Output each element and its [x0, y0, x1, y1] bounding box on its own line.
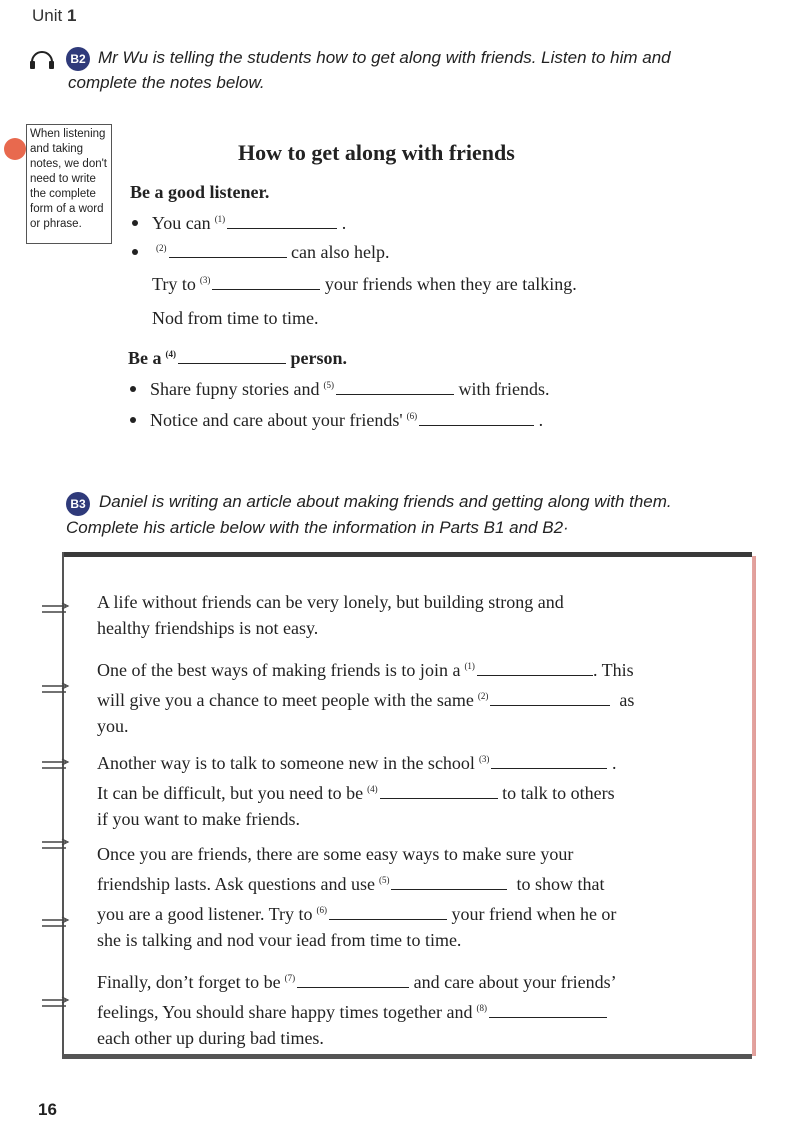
section-b3-badge: B3 [66, 492, 90, 516]
section-b2-badge: B2 [66, 47, 90, 71]
article-blank-5[interactable] [391, 875, 507, 890]
b2-instruction-line2: complete the notes below. [68, 73, 265, 92]
notes-bullet-2: $^{(2)}$ can also help. [132, 242, 389, 263]
notes-bullet-5: Share fupny stories and $^{(5)}$ with friends. [130, 379, 549, 400]
headphones-icon [28, 48, 56, 70]
b3-instruction-line1: Daniel is writing an article about making friends and getting along with them. [99, 492, 672, 511]
tip-box [26, 124, 112, 244]
answer-blank-4[interactable] [178, 349, 286, 364]
article-blank-6[interactable] [329, 905, 447, 920]
answer-blank-3[interactable] [212, 275, 320, 290]
page-number: 16 [38, 1100, 57, 1119]
article-blank-2[interactable] [490, 691, 610, 706]
article-blank-7[interactable] [297, 973, 409, 988]
spiral-ring-icon [40, 838, 70, 852]
article-blank-8[interactable] [489, 1003, 607, 1018]
notes-heading-listener: Be a good listener. [130, 182, 270, 202]
spiral-ring-icon [40, 758, 70, 772]
tip-line: notes, we don't [30, 158, 107, 170]
notes-title: How to get along with friends [238, 140, 515, 165]
notes-bullet-6: Notice and care about your friends' $^{(6)}$ . [130, 410, 543, 431]
article-paragraph-4: Once you are friends, there are some easy ways to make sure your friendship lasts. Ask questions and use $^{(5)}$ to show that you are a good listener. Try to $^{(6)}$ your friend when he or she is talking and nod vour iead from time to time. [97, 844, 617, 950]
article-paragraph-3: Another way is to talk to someone new in the school $^{(3)}$ . It can be difficult, but you need to be $^{(4)}$ to talk to others if you want to make friends. [97, 753, 617, 829]
notebook-spine [62, 552, 64, 1059]
answer-blank-6[interactable] [419, 411, 534, 426]
bullet-icon [132, 220, 138, 226]
article-blank-1[interactable] [477, 661, 593, 676]
unit-label: Unit 1 [32, 6, 77, 25]
tip-line: and taking [30, 143, 84, 155]
article-paragraph-5: Finally, don’t forget to be $^{(7)}$ and care about your friends’ feelings, You should share happy times together and $^{(8)}$ each other up during bad times. [97, 972, 617, 1048]
tip-line: When listening [30, 128, 106, 140]
answer-blank-1[interactable] [227, 214, 337, 229]
answer-blank-5[interactable] [336, 380, 454, 395]
tip-line: or phrase. [30, 218, 82, 230]
article-paragraph-2: One of the best ways of making friends is to join a $^{(1)}$ . This will give you a chance to meet people with the same $^{(2)}$ as you. [97, 660, 635, 736]
notes-line-3: Try to $^{(3)}$ your friends when they are talking. [152, 274, 577, 294]
bullet-icon [130, 386, 136, 392]
spiral-ring-icon [40, 682, 70, 696]
tip-line: form of a word [30, 203, 104, 215]
notes-heading-person: Be a $^{(4)}$ person. [128, 348, 348, 368]
spiral-ring-icon [40, 916, 70, 930]
tip-marker [4, 138, 26, 160]
notes-bullet-1: You can $^{(1)}$ . [132, 213, 346, 234]
b2-instruction-line1: Mr Wu is telling the students how to get along with friends. Listen to him and [98, 48, 671, 67]
bullet-icon [130, 417, 136, 423]
tip-line: need to write [30, 173, 96, 185]
notes-line-4: Nod from time to time. [152, 308, 319, 328]
answer-blank-2[interactable] [169, 243, 287, 258]
spiral-ring-icon [40, 602, 70, 616]
article-paragraph-1: A life without friends can be very lonely, but building strong and healthy friendships is not easy. [97, 592, 564, 638]
article-blank-4[interactable] [380, 784, 498, 799]
article-blank-3[interactable] [491, 754, 607, 769]
b3-instruction-line2: Complete his article below with the information in Parts B1 and B2· [66, 518, 569, 537]
spiral-ring-icon [40, 996, 70, 1010]
tip-line: the complete [30, 188, 96, 200]
bullet-icon [132, 249, 138, 255]
